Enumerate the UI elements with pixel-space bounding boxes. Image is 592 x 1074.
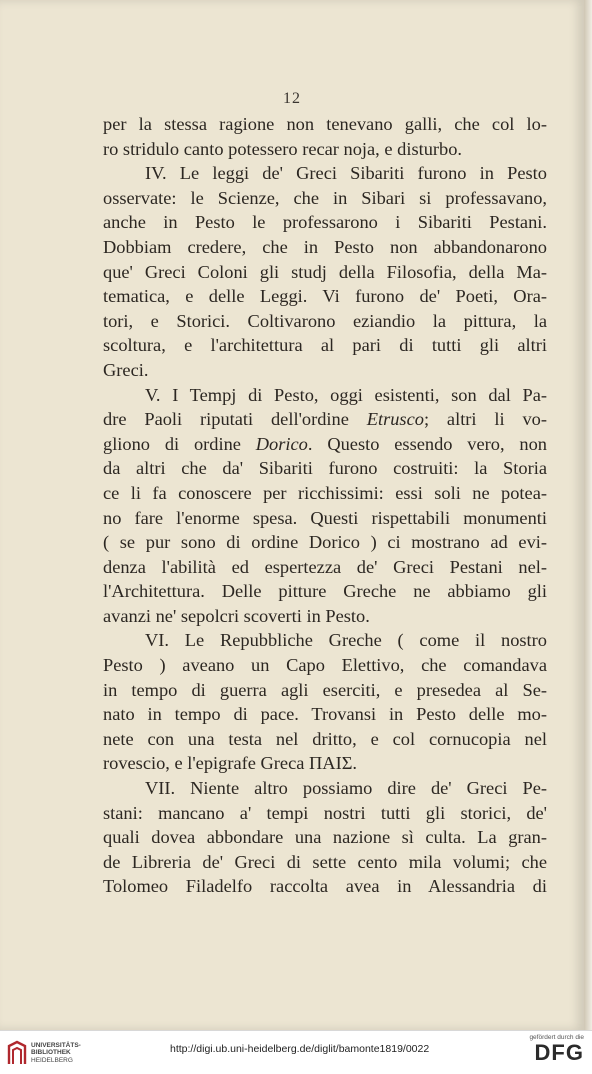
text-line: in tempo di guerra agli eserciti, e presedea al Se- xyxy=(103,679,547,700)
dfg-logo[interactable] xyxy=(514,1034,584,1065)
text-line: ( se pur sono di ordine Dorico ) ci mostrano ad evi- xyxy=(103,532,547,553)
text-line: rovescio, e l'epigrafe Greca ΠΑΙΣ. xyxy=(103,753,357,774)
text-line: avanzi ne' sepolcri scoverti in Pesto. xyxy=(103,605,370,626)
text-line: osservate: le Scienze, che in Sibari si professavano, xyxy=(103,187,547,208)
text-line: ce li fa conoscere per ricchissimi: essi soli ne potea- xyxy=(103,482,547,503)
text-line: Pesto ) aveano un Capo Elettivo, che comandava xyxy=(103,655,547,676)
logo-line: UNIVERSITÄTS- xyxy=(31,1042,81,1049)
page-edge xyxy=(584,0,592,1030)
text-line: denza l'abilità ed espertezza de' Greci Pestani nel- xyxy=(103,556,547,577)
text-line: Greci. xyxy=(103,359,149,380)
dfg-caption: gefördert durch die xyxy=(529,1034,584,1041)
permalink-url[interactable]: http://digi.ub.uni-heidelberg.de/diglit/bamonte1819/0022 xyxy=(170,1043,430,1055)
text-line: anche in Pesto le professarono i Sibariti Pestani. xyxy=(103,212,547,233)
text-line: no fare l'enorme spesa. Questi rispettabili monumenti xyxy=(103,507,547,528)
dfg-mark: DFG xyxy=(534,1040,584,1065)
text-line: gliono di ordine Dorico. Questo essendo vero, non xyxy=(103,433,547,454)
text-line: da altri che da' Sibariti furono costruiti: la Storia xyxy=(103,458,547,479)
text-line: V. I Tempj di Pesto, oggi esistenti, son dal Pa- xyxy=(145,384,547,405)
text-line: stani: mancano a' tempi nostri tutti gli storici, de' xyxy=(103,802,547,823)
text-line: de Libreria de' Greci di sette cento mila volumi; che xyxy=(103,851,547,872)
viewer-footer xyxy=(0,1030,592,1074)
logo-line: BIBLIOTHEK xyxy=(31,1049,71,1057)
text-line: VII. Niente altro possiamo dire de' Greci Pe- xyxy=(145,778,547,799)
text-line: dre Paoli riputati dell'ordine Etrusco; altri li vo- xyxy=(103,409,547,430)
text-line: ro stridulo canto potessero recar noja, e disturbo. xyxy=(103,138,463,159)
logo-text xyxy=(31,1042,91,1064)
text-line: nato in tempo di pace. Trovansi in Pesto delle mo- xyxy=(103,704,547,725)
text-line: que' Greci Coloni gli studj della Filosofia, della Ma- xyxy=(103,261,547,282)
text-line: tematica, e delle Leggi. Vi furono de' Poeti, Ora- xyxy=(103,286,547,307)
text-line: Tolomeo Filadelfo raccolta avea in Alessandria di xyxy=(103,876,547,897)
text-line: IV. Le leggi de' Greci Sibariti furono in Pesto xyxy=(145,163,547,184)
text-line: VI. Le Repubbliche Greche ( come il nostro xyxy=(145,630,547,651)
university-library-logo[interactable] xyxy=(6,1038,86,1068)
text-line: nete con una testa nel dritto, e col cornucopia nel xyxy=(103,728,547,749)
text-line: tori, e Storici. Coltivarono eziandio la pittura, la xyxy=(103,310,547,331)
text-line: l'Architettura. Delle pitture Greche ne abbiamo gli xyxy=(103,581,547,602)
library-logo-icon xyxy=(6,1040,28,1066)
page-number: 12 xyxy=(283,90,301,107)
body-text xyxy=(103,112,547,899)
text-line: per la stessa ragione non tenevano galli, che col lo- xyxy=(103,114,547,134)
logo-line: HEIDELBERG xyxy=(31,1056,73,1064)
text-line: scoltura, e l'architettura al pari di tutti gli altri xyxy=(103,335,547,356)
text-line: Dobbiam credere, che in Pesto non abbandonarono xyxy=(103,236,547,257)
text-line: quali dovea abbondare una nazione sì culta. La gran- xyxy=(103,827,547,848)
